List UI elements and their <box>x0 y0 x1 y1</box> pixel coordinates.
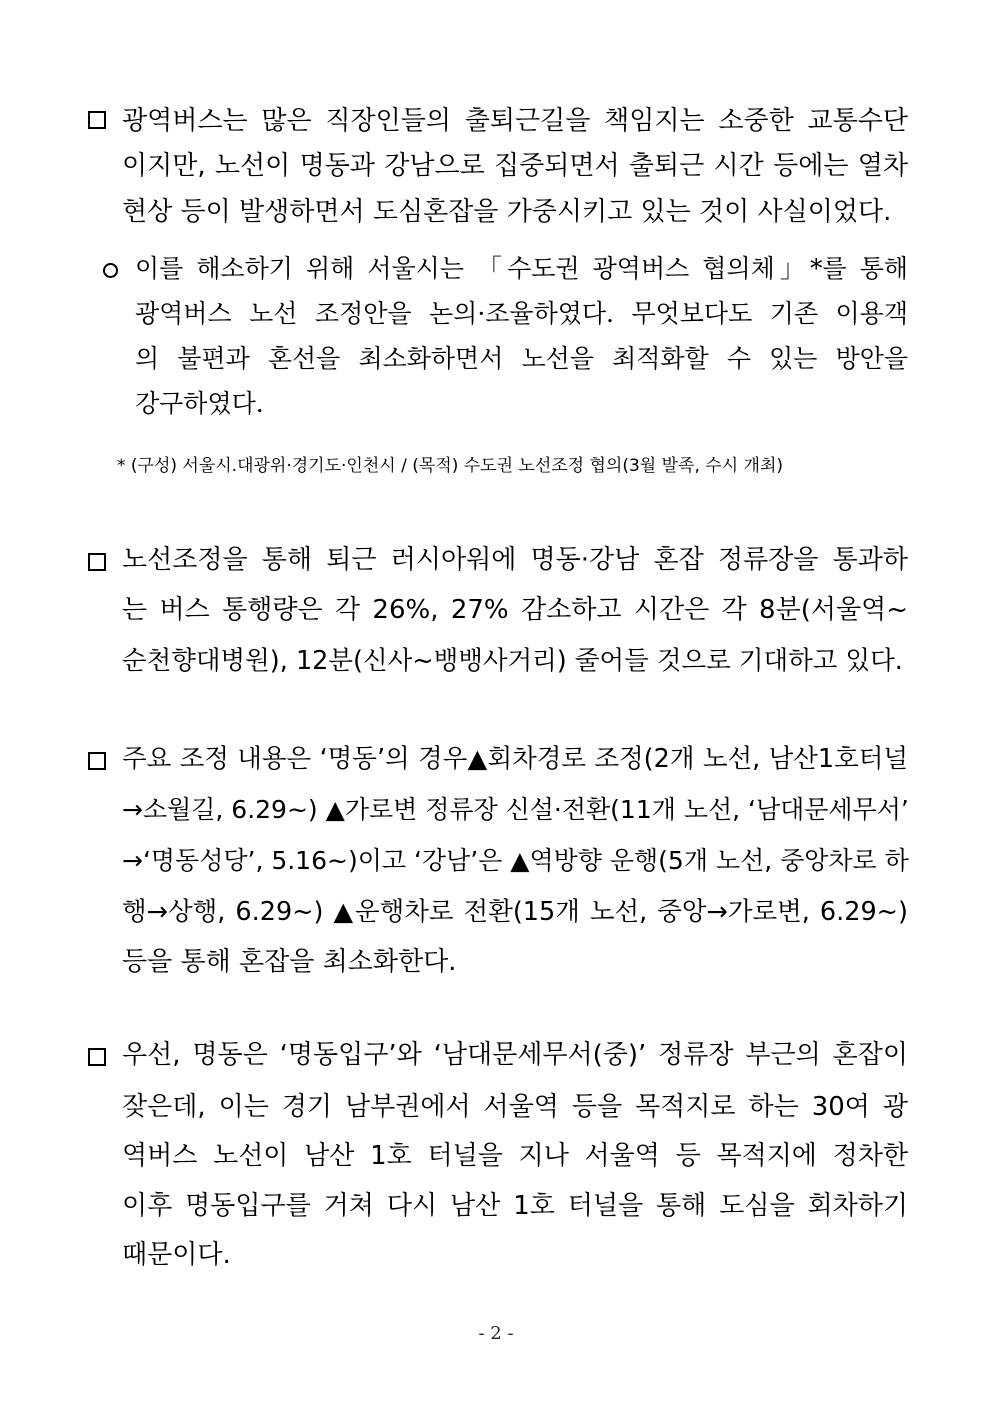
paragraph-line: 광역버스 노선 조정안을 논의·조율하였다. 무엇보다도 기존 이용객 <box>135 299 908 328</box>
paragraph-line: 잦은데, 이는 경기 남부권에서 서울역 등을 목적지로 하는 30여 광 <box>122 1092 908 1122</box>
paragraph-line: 는 버스 통행량은 각 26%, 27% 감소하고 시간은 각 8분(서울역~ <box>122 595 908 625</box>
footnote: * (구성) 서울시.대광위·경기도·인천시 / (목적) 수도권 노선조정 협의(3월 발족, 수시 개최) <box>117 456 783 476</box>
square-bullet-icon <box>88 111 106 129</box>
paragraph-line: 우선, 명동은 ‘명동입구’와 ‘남대문세무서(중)’ 정류장 부근의 혼잡이 <box>122 1040 908 1070</box>
paragraph-line: 이지만, 노선이 명동과 강남으로 집중되면서 출퇴근 시간 등에는 열차 <box>122 151 908 181</box>
paragraph-line: →소월길, 6.29~) ▲가로변 정류장 신설·전환(11개 노선, ‘남대문세무서’ <box>122 795 909 824</box>
paragraph-line: 의 불편과 혼선을 최소화하면서 노선을 최적화할 수 있는 방안을 <box>135 344 908 373</box>
square-bullet-icon <box>88 1048 106 1066</box>
circle-bullet-icon <box>103 263 118 278</box>
square-bullet-icon <box>88 553 106 571</box>
paragraph-line: 이를 해소하기 위해 서울시는 「수도권 광역버스 협의체」*를 통해 <box>135 254 908 283</box>
paragraph-line: 광역버스는 많은 직장인들의 출퇴근길을 책임지는 소중한 교통수단 <box>122 106 908 136</box>
paragraph-line: 주요 조정 내용은 ‘명동’의 경우▲회차경로 조정(2개 노선, 남산1호터널 <box>122 744 908 774</box>
page-number: - 2 - <box>478 1323 514 1344</box>
paragraph-line: 이후 명동입구를 거쳐 다시 남산 1호 터널을 통해 도심을 회차하기 <box>122 1191 908 1221</box>
paragraph-line: 때문이다. <box>122 1240 231 1270</box>
paragraph-line: 노선조정을 통해 퇴근 러시아워에 명동·강남 혼잡 정류장을 통과하 <box>122 545 908 575</box>
paragraph-line: 순천향대병원), 12분(신사~뱅뱅사거리) 줄어들 것으로 기대하고 있다. <box>122 646 903 676</box>
paragraph-line: 강구하였다. <box>135 389 264 418</box>
paragraph-line: 행→상행, 6.29~) ▲운행차로 전환(15개 노선, 중앙→가로변, 6.29~) <box>122 897 908 927</box>
paragraph-line: →‘명동성당’, 5.16~)이고 ‘강남’은 ▲역방향 운행(5개 노선, 중앙차로 하 <box>122 846 909 875</box>
paragraph-line: 역버스 노선이 남산 1호 터널을 지나 서울역 등 목적지에 정차한 <box>122 1141 908 1171</box>
paragraph-line: 현상 등이 발생하면서 도심혼잡을 가중시키고 있는 것이 사실이었다. <box>122 197 892 227</box>
square-bullet-icon <box>88 752 106 770</box>
paragraph-line: 등을 통해 혼잡을 최소화한다. <box>122 947 457 977</box>
